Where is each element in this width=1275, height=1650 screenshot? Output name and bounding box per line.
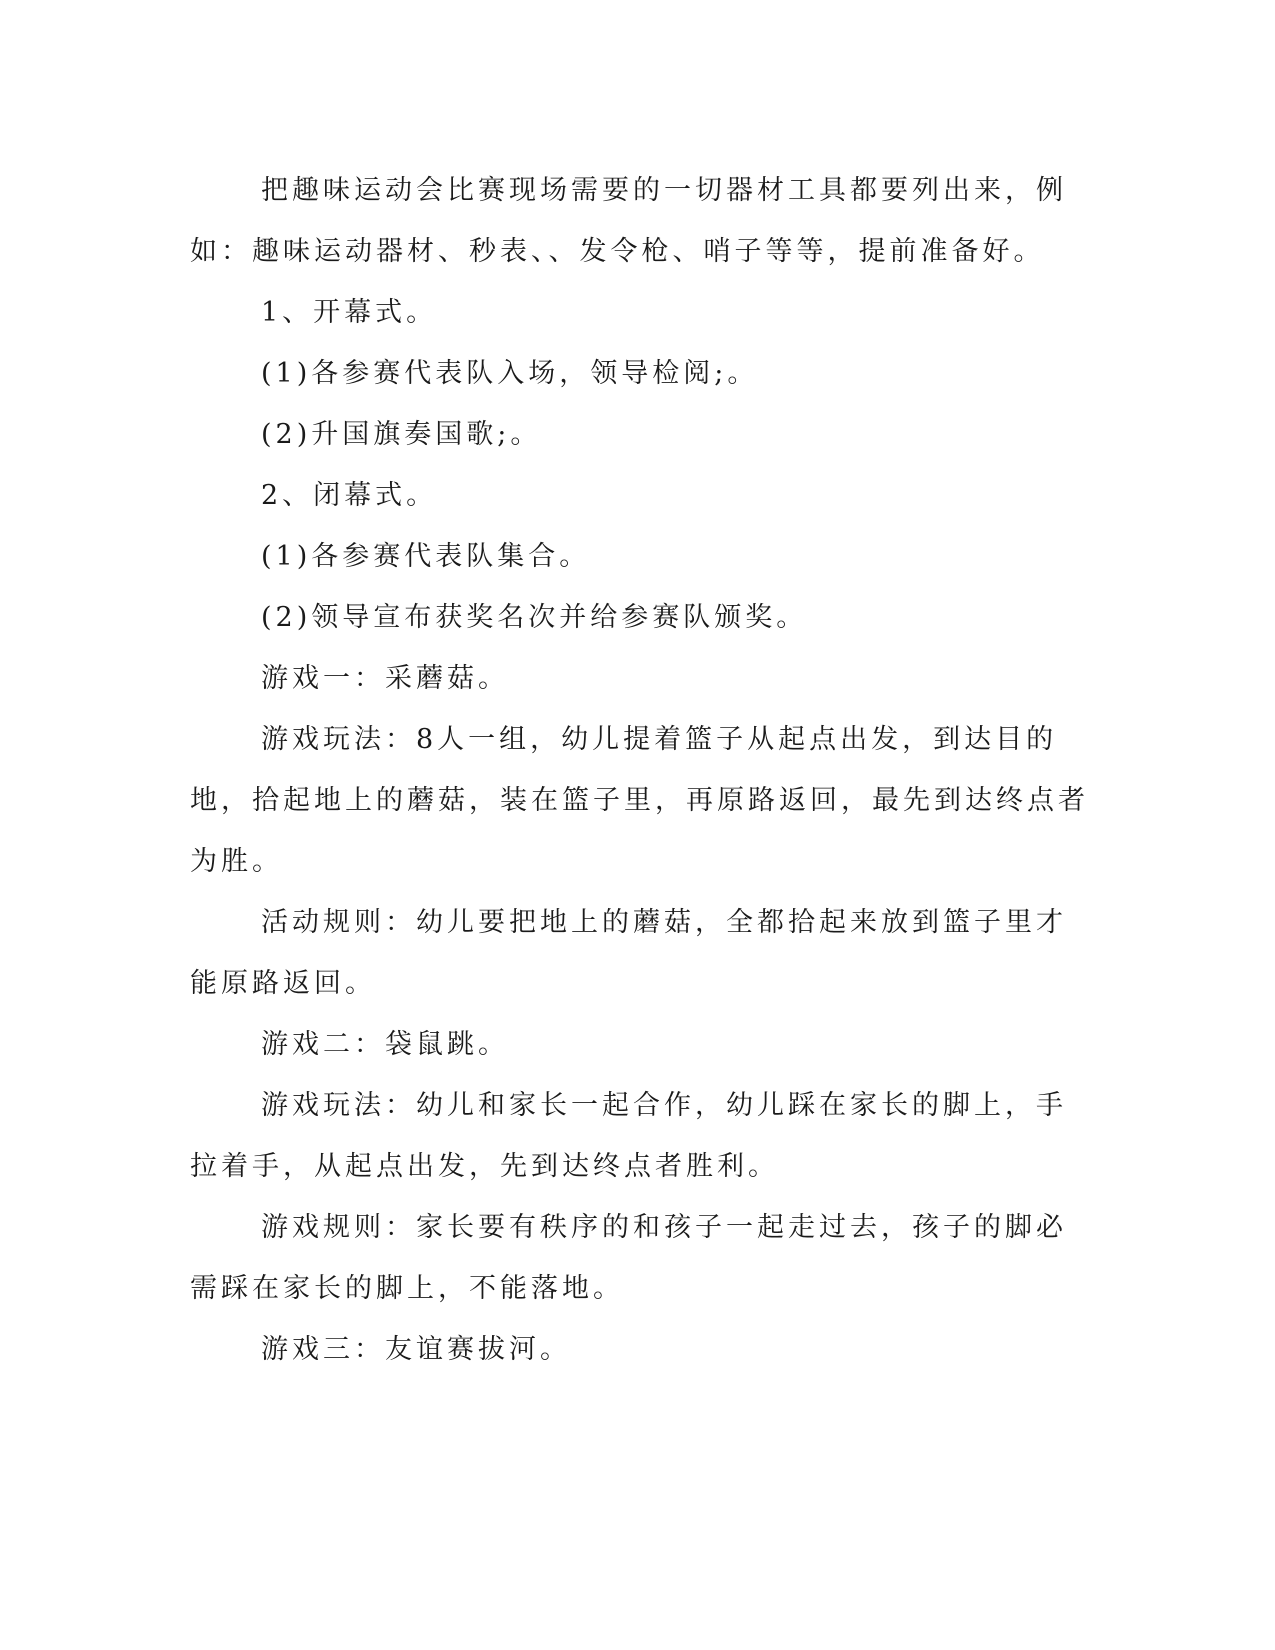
paragraph-equipment: 把趣味运动会比赛现场需要的一切器材工具都要列出来，例如：趣味运动器材、秒表、、发令枪、哨子等等，提前准备好。: [190, 175, 1067, 267]
document-body: [190, 160, 1090, 1380]
paragraph-closing-step-1: (1)各参赛代表队集合。: [261, 541, 591, 572]
paragraph-opening-step-2: (2)升国旗奏国歌;。: [261, 419, 542, 450]
paragraph-game-1-rules: 活动规则：幼儿要把地上的蘑菇，全都拾起来放到篮子里才能原路返回。: [190, 907, 1067, 999]
paragraph-closing-ceremony: 2、闭幕式。: [261, 480, 438, 511]
paragraph-game-1-title: 游戏一：采蘑菇。: [261, 663, 509, 694]
paragraph-opening-ceremony: 1、开幕式。: [261, 297, 438, 328]
paragraph-closing-step-2: (2)领导宣布获奖名次并给参赛队颁奖。: [261, 602, 808, 633]
paragraph-game-1-play: 游戏玩法：8人一组，幼儿提着篮子从起点出发，到达目的地，拾起地上的蘑菇，装在篮子里，再原路返回，最先到达终点者为胜。: [190, 724, 1089, 877]
paragraph-game-2-play: 游戏玩法：幼儿和家长一起合作，幼儿踩在家长的脚上，手拉着手，从起点出发，先到达终点者胜利。: [190, 1090, 1067, 1182]
paragraph-game-2-rules: 游戏规则：家长要有秩序的和孩子一起走过去，孩子的脚必需踩在家长的脚上，不能落地。: [190, 1212, 1067, 1304]
paragraph-opening-step-1: (1)各参赛代表队入场，领导检阅;。: [261, 358, 759, 389]
paragraph-game-2-title: 游戏二：袋鼠跳。: [261, 1029, 509, 1060]
paragraph-game-3-title: 游戏三：友谊赛拔河。: [261, 1334, 571, 1365]
